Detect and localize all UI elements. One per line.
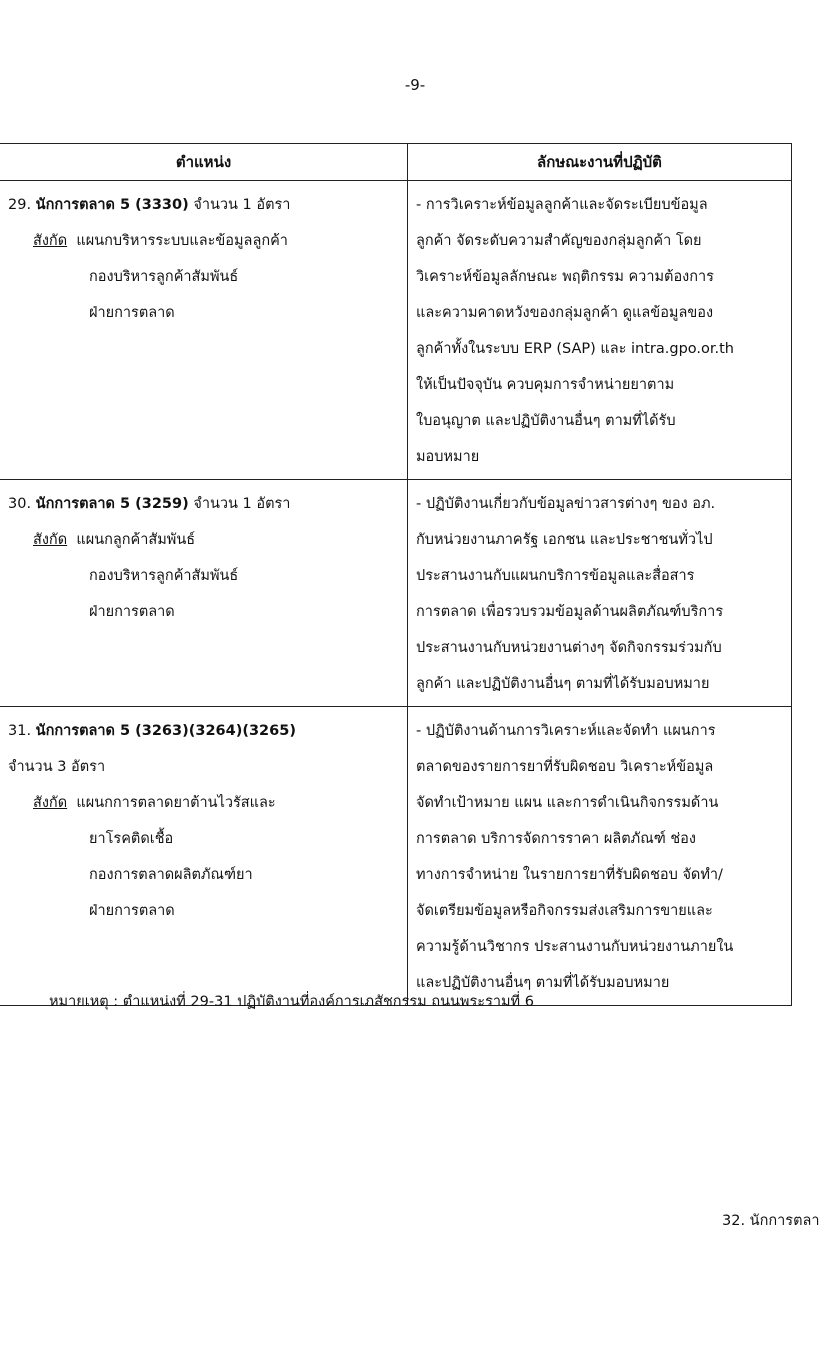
position-number: 30. [8,496,32,512]
description-line: ความรู้ด้านวิชากร ประสานงานกับหน่วยงานภายใน [416,939,734,955]
description-line: วิเคราะห์ข้อมูลลักษณะ พฤติกรรม ความต้องการ [416,269,714,285]
position-title-line [8,486,407,522]
description-line: ตลาดของรายการยาที่รับผิดชอบ วิเคราะห์ข้อมูล [416,759,714,775]
position-number: 29. [8,197,32,213]
affiliation-unit: กองบริหารลูกค้าสัมพันธ์ [89,568,239,584]
position-title: นักการตลาด 5 (3263)(3264)(3265) [35,723,296,739]
description-line: จัดทำเป้าหมาย แผน และการดำเนินกิจกรรมด้าน [416,795,719,811]
affiliation-unit: ฝ่ายการตลาด [89,903,175,919]
description-cell [408,480,792,707]
affiliation-label: สังกัด [33,532,68,548]
page-number: -9- [404,76,426,94]
description-line: ลูกค้า และปฏิบัติงานอื่นๆ ตามที่ได้รับมอบหมาย [416,676,710,692]
description-line: ให้เป็นปัจจุบัน ควบคุมการจำหน่ายยาตาม [416,377,675,393]
affiliation-unit: แผนกลูกค้าสัมพันธ์ [76,532,196,548]
continuation-text: 32. นักการตลา [722,1213,820,1229]
description-line: การตลาด เพื่อรวบรวมข้อมูลด้านผลิตภัณฑ์บริการ [416,604,724,620]
affiliation-line [8,522,407,558]
affiliation-label: สังกัด [33,795,68,811]
affiliation-unit: กองการตลาดผลิตภัณฑ์ยา [89,867,253,883]
description-line: ประสานงานกับแผนกบริการข้อมูลและสื่อสาร [416,568,695,584]
position-title: นักการตลาด 5 (3259) [35,496,189,512]
position-cell [0,480,408,707]
description-line: การตลาด บริการจัดการราคา ผลิตภัณฑ์ ช่อง [416,831,696,847]
description-line: - การวิเคราะห์ข้อมูลลูกค้าและจัดระเบียบข้อมูล [416,197,708,213]
footnote: หมายเหตุ : ตำแหน่งที่ 29-31 ปฏิบัติงานที่องค์การเภสัชกรรม ถนนพระรามที่ 6 [49,994,534,1010]
affiliation-unit: ฝ่ายการตลาด [89,604,175,620]
table-row [0,181,792,480]
position-number: 31. [8,723,32,739]
affiliation-unit: แผนกบริหารระบบและข้อมูลลูกค้า [76,233,288,249]
description-line: ประสานงานกับหน่วยงานต่างๆ จัดกิจกรรมร่วมกับ [416,640,722,656]
table-header-row [0,144,792,181]
position-title: นักการตลาด 5 (3330) [35,197,189,213]
table-row [0,707,792,1006]
description-line: - ปฏิบัติงานเกี่ยวกับข้อมูลข่าวสารต่างๆ ของ อภ. [416,496,716,512]
table-row [0,480,792,707]
description-line: และความคาดหวังของกลุ่มลูกค้า ดูแลข้อมูลของ [416,305,714,321]
affiliation-unit: แผนกการตลาดยาต้านไวรัสและ [76,795,276,811]
position-title-line [8,187,407,223]
description-cell [408,707,792,1006]
description-line: ทางการจำหน่าย ในรายการยาที่รับผิดชอบ จัดทำ/ [416,867,723,883]
position-cell [0,707,408,1006]
affiliation-line [8,223,407,259]
affiliation-unit: กองบริหารลูกค้าสัมพันธ์ [89,269,239,285]
position-cell [0,181,408,480]
description-line: จัดเตรียมข้อมูลหรือกิจกรรมส่งเสริมการขายและ [416,903,713,919]
description-line: และปฏิบัติงานอื่นๆ ตามที่ได้รับมอบหมาย [416,975,670,991]
position-title-line [8,713,407,749]
description-line: ลูกค้าทั้งในระบบ ERP (SAP) และ intra.gpo.or.th [416,341,734,357]
description-cell [408,181,792,480]
description-line: ใบอนุญาต และปฏิบัติงานอื่นๆ ตามที่ได้รับ [416,413,676,429]
description-line: กับหน่วยงานภาครัฐ เอกชน และประชาชนทั่วไป [416,532,713,548]
description-line: มอบหมาย [416,449,480,465]
description-line: - ปฏิบัติงานด้านการวิเคราะห์และจัดทำ แผนการ [416,723,716,739]
affiliation-line [8,785,407,821]
position-count: จำนวน 1 อัตรา [193,496,291,512]
position-count: จำนวน 1 อัตรา [193,197,291,213]
header-job-description: ลักษณะงานที่ปฏิบัติ [408,144,792,181]
header-position: ตำแหน่ง [0,144,408,181]
position-count: จำนวน 3 อัตรา [8,759,106,775]
affiliation-unit: ยาโรคติดเชื้อ [89,831,174,847]
affiliation-label: สังกัด [33,233,68,249]
positions-table [0,143,792,1006]
affiliation-unit: ฝ่ายการตลาด [89,305,175,321]
description-line: ลูกค้า จัดระดับความสำคัญของกลุ่มลูกค้า โดย [416,233,702,249]
